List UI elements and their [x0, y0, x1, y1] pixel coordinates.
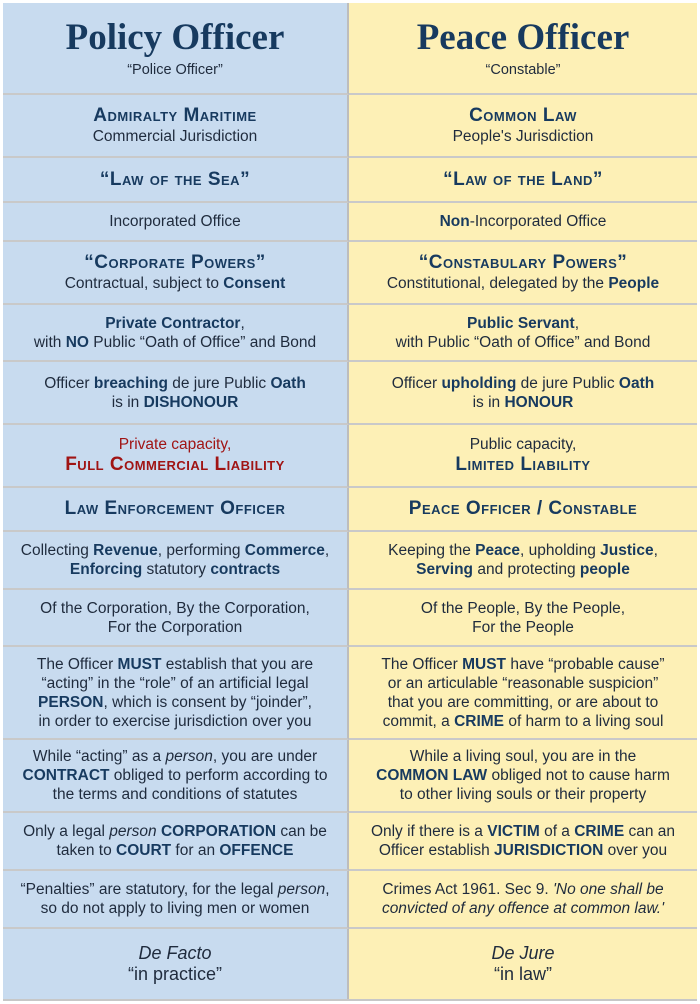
- cell-text: PERSON, which is consent by “joinder”,: [38, 693, 312, 711]
- header-left: [3, 3, 349, 95]
- row-defacto-left: [3, 929, 349, 999]
- row-duties-left: [3, 532, 349, 590]
- row-contractor-left: [3, 305, 349, 362]
- cell-text: Incorporated Office: [109, 213, 241, 230]
- row-obligation-right: [349, 740, 697, 813]
- cell-text: “in practice”: [127, 964, 223, 984]
- cell-text: is in HONOUR: [472, 393, 574, 411]
- cell-text: Of the Corporation, By the Corporation,: [40, 599, 310, 617]
- cell-text: “Penalties” are statutory, for the legal person,: [20, 881, 330, 898]
- row-victim-right: [349, 813, 697, 871]
- cell-text: Private capacity,: [118, 436, 232, 453]
- cell-text: The Officer MUST have “probable cause”: [381, 655, 665, 673]
- cell-text: Serving and protecting people: [416, 561, 630, 578]
- cell-heading: Common Law: [469, 105, 577, 126]
- row-oath-left: [3, 362, 349, 425]
- cell-text: commit, a CRIME of harm to a living soul: [382, 712, 664, 730]
- cell-heading: De Facto: [138, 943, 212, 963]
- cell-text: For the Corporation: [107, 618, 243, 636]
- row-of-by-for-right: [349, 590, 697, 647]
- cell-text: with Public “Oath of Office” and Bond: [395, 333, 651, 351]
- cell-heading: De Jure: [491, 943, 555, 963]
- cell-text: to other living souls or their property: [399, 786, 647, 803]
- row-law-left: [3, 158, 349, 203]
- row-jurisdiction-left: [3, 95, 349, 158]
- cell-text: Officer establish JURISDICTION over you: [378, 842, 668, 859]
- cell-text: Officer upholding de jure Public Oath: [391, 374, 655, 392]
- cell-text: in order to exercise jurisdiction over you: [38, 712, 312, 730]
- cell-text: Public Servant,: [467, 314, 579, 332]
- row-obligation-left: [3, 740, 349, 813]
- cell-text: Contractual, subject to Consent: [64, 275, 286, 292]
- row-must-left: [3, 647, 349, 740]
- cell-heading: “Constabulary Powers”: [418, 252, 628, 273]
- row-duties-right: [349, 532, 697, 590]
- cell-text: CONTRACT obliged to perform according to: [22, 767, 328, 784]
- cell-text: Keeping the Peace, upholding Justice,: [388, 542, 658, 559]
- row-jurisdiction-right: [349, 95, 697, 158]
- row-crimes-act-right: [349, 871, 697, 929]
- row-dejure-right: [349, 929, 697, 999]
- cell-text: is in DISHONOUR: [111, 393, 239, 411]
- left-title: Policy Officer: [65, 16, 285, 58]
- row-powers-right: [349, 242, 697, 305]
- row-of-by-for-left: [3, 590, 349, 647]
- right-subtitle: “Constable”: [485, 61, 561, 78]
- cell-heading: Peace Officer / Constable: [408, 498, 638, 519]
- cell-heading: “Corporate Powers”: [84, 252, 266, 273]
- cell-text: Constitutional, delegated by the People: [386, 275, 660, 292]
- row-law-right: [349, 158, 697, 203]
- cell-text: “acting” in the “role” of an artificial legal: [41, 674, 309, 692]
- cell-text: Public capacity,: [469, 436, 577, 453]
- row-powers-left: [3, 242, 349, 305]
- row-liability-right: [349, 425, 697, 488]
- row-must-right: [349, 647, 697, 740]
- cell-text: Of the People, By the People,: [420, 599, 626, 617]
- row-role-left: [3, 488, 349, 532]
- cell-text: the terms and conditions of statutes: [52, 786, 298, 803]
- cell-text: with NO Public “Oath of Office” and Bond: [33, 333, 317, 351]
- cell-text: COMMON LAW obliged not to cause harm: [376, 767, 670, 784]
- cell-text: Non-Incorporated Office: [439, 213, 607, 230]
- cell-text: For the People: [472, 618, 574, 636]
- right-title: Peace Officer: [416, 16, 630, 58]
- cell-text: The Officer MUST establish that you are: [36, 655, 314, 673]
- cell-text: While “acting” as a person, you are under: [32, 748, 318, 765]
- row-office-right: [349, 203, 697, 242]
- cell-text: convicted of any offence at common law.': [381, 900, 665, 917]
- cell-text: that you are committing, or are about to: [387, 693, 659, 711]
- cell-text: taken to COURT for an OFFENCE: [56, 842, 294, 859]
- cell-heading: Full Commercial Liability: [65, 454, 285, 475]
- cell-text: Enforcing statutory contracts: [69, 561, 281, 578]
- cell-text: People's Jurisdiction: [452, 128, 594, 145]
- header-right: [349, 3, 697, 95]
- cell-text: or an articulable “reasonable suspicion”: [387, 674, 659, 692]
- cell-heading: “Law of the Sea”: [99, 168, 251, 190]
- comparison-table: [3, 3, 697, 1001]
- cell-text: While a living soul, you are in the: [409, 748, 637, 765]
- row-oath-right: [349, 362, 697, 425]
- cell-text: “in law”: [493, 964, 552, 984]
- row-role-right: [349, 488, 697, 532]
- cell-text: so do not apply to living men or women: [40, 900, 310, 917]
- cell-heading: “Law of the Land”: [443, 168, 603, 190]
- row-servant-right: [349, 305, 697, 362]
- cell-text: Only if there is a VICTIM of a CRIME can an: [370, 823, 676, 840]
- cell-text: Collecting Revenue, performing Commerce,: [20, 542, 330, 559]
- cell-heading: Law Enforcement Officer: [64, 498, 286, 519]
- row-office-left: [3, 203, 349, 242]
- row-penalties-left: [3, 871, 349, 929]
- left-subtitle: “Police Officer”: [127, 61, 223, 78]
- cell-text: Commercial Jurisdiction: [92, 128, 258, 145]
- cell-text: Crimes Act 1961. Sec 9. 'No one shall be: [382, 881, 664, 898]
- cell-text: Officer breaching de jure Public Oath: [44, 374, 306, 392]
- cell-text: Only a legal person CORPORATION can be: [23, 823, 327, 840]
- row-liability-left: [3, 425, 349, 488]
- cell-heading: Limited Liability: [455, 454, 591, 475]
- cell-text: Private Contractor,: [105, 314, 245, 332]
- row-court-left: [3, 813, 349, 871]
- cell-heading: Admiralty Maritime: [93, 105, 257, 126]
